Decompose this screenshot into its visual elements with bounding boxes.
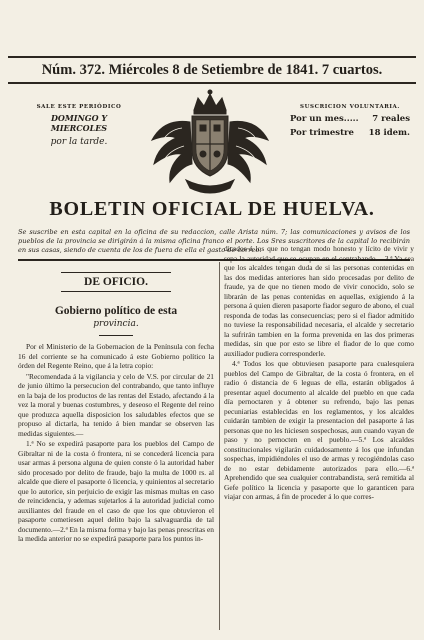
newspaper-title: BOLETIN OFICIAL DE HUELVA. xyxy=(49,198,375,220)
issue-date: Miércoles 8 de Setiembre de 1841. xyxy=(108,61,319,78)
subscription-box xyxy=(290,104,410,138)
masthead-bar xyxy=(8,56,416,84)
issue-number: Núm. 372. xyxy=(41,61,105,78)
subscription-quarterly-value: 18 idem. xyxy=(368,128,410,138)
subscription-monthly-value: 7 reales xyxy=(372,114,410,124)
royal-crest-icon xyxy=(142,88,278,198)
subscription-caption: SUSCRICION VOLUNTARIA. xyxy=(300,104,400,110)
article-paragraph: 4.ª Todos los que obtuviesen pasaporte para cualesquiera pueblos del Campo de Gibraltar, de la costa ó frontera, en el radio ó distancia de 6 leguas de ella, estarán obligados á presentar aquel documento al alcalde del pueblo en que cada día pernoctaren y á obtener su refrendo, bajo las penas pecuniarias establecidas en los reglamentos, y los alcaldes cuidarán tambien de exigir la presentacion del pasaporte á las personas que no les hiciesen sospechosas, aun cuando vayan de paso y no pernocten en el pueblo.—5.ª Los alcaldes constitucionales vigilarán cuidadosamente á los que infundan sospechas, impidiéndoles el uso de armas y recogiéndolas caso de no estar debidamente autorizados para ello.—6.ª Aprehendido que sea cualquier contrabandista, será remitida al Gefe político la licencia y pasaporte que lo garanticen para viajar con armas, á fin de proceder á lo que corres- xyxy=(224,359,414,501)
article-paragraph: "Recomendada á la vigilancia y celo de V.S. por circular de 21 de junio último la persecucion del contrabando, que tanto influye en la baja de los productos de las rentas del Estado, afectando á la vez la moral y buenas costumbres, y deseoso el Regente del reino que produzca aquella disposicion los saludables efectos que se propuso al dictarla, ha tenido á bien mandar se observen las medidas siguientes.— xyxy=(18,371,214,438)
column-divider xyxy=(219,262,220,630)
right-column xyxy=(224,244,414,634)
article-paragraph: Por el Ministerio de la Gobernacion de la Península con fecha 16 del corriente se ha comunicado á este Gobierno político la órden del Regente Reino, que á la letra copio: xyxy=(18,342,214,370)
article-paragraph: dicados á los que no tengan modo honesto y lícito de vivir y sepa la autoridad que se ocupan en el contrabando.—3.ª Ya sea que los alcaldes tengan duda de si las personas contenidas en las dos medidas anteriores han sido procesadas por delito de fraude, ya de que no tienen modo de vivir conocido, solo se librarán de las penas contenidas en aquellas, exigiendo á la persona á quien dieren pasaporte fiador seguro de abono, el cual responda de todas las consecuencias; pero si el fiador admitido no tuviese la responsabilidad necesaria, el alcalde y secretario la sufrirán tambien en la forma prevenida en las dos primeras medidas, sin que por esto se libre el fiador de lo que como auxiliador pudiera corresponderle. xyxy=(224,244,414,358)
schedule-caption: SALE ESTE PERIÓDICO xyxy=(36,104,122,110)
publication-schedule xyxy=(24,104,134,147)
schedule-time: por la tarde. xyxy=(50,137,108,147)
subscription-quarterly-label: Por trimestre xyxy=(290,128,354,138)
section-heading: DE OFICIO. xyxy=(61,272,171,292)
article-subheading: provincia. xyxy=(93,319,139,329)
subscription-notice: Se suscribe en esta capital en la oficina de su redaccion, calle Arista núm. 7; las comunicaciones y avisos de los pueblos de la provincia se dirigirán á la misma oficina franco el porte. Los Sres suscritores de la capital lo recibirán en sus casas, siendo de cuenta de los de fuera de ella el gasto de correo. xyxy=(18,228,410,261)
article-paragraph: 1.ª No se expedirá pasaporte para los pueblos del Campo de Gibraltar ni de la costa ó frontera, ni se concederá licencia para usar armas á persona alguna de quien conste ó la autoridad haber sido procesado por delito de fraude, bajo la multa de 1000 rs. al alcalde que diere el pasaporte ó licencia, y quinientos al secretario que lo autorice, sin perjuicio de exigir las mismas multas en caso de reincidencia, y ademas sujetarlos á la autoridad judicial como auxiliantes del fraude en el caso de que los que obtuvieron el pasaporte cometiesen aquel delito bajo la salvaguardia de tal documento.—2.ª En la misma forma y bajo las penas prescritas en la medida anterior no se expedirá pasaporte para los puntos in- xyxy=(18,439,214,543)
subscription-monthly-label: Por un mes..... xyxy=(290,114,359,124)
heading-rule xyxy=(99,335,133,336)
issue-price: 7 cuartos. xyxy=(321,61,383,78)
left-column xyxy=(18,270,214,634)
schedule-days: DOMINGO Y MIERCOLES xyxy=(50,113,108,133)
subscription-quarterly xyxy=(290,128,410,138)
article-heading: Gobierno político de esta xyxy=(54,305,178,317)
subscription-monthly xyxy=(290,114,410,124)
